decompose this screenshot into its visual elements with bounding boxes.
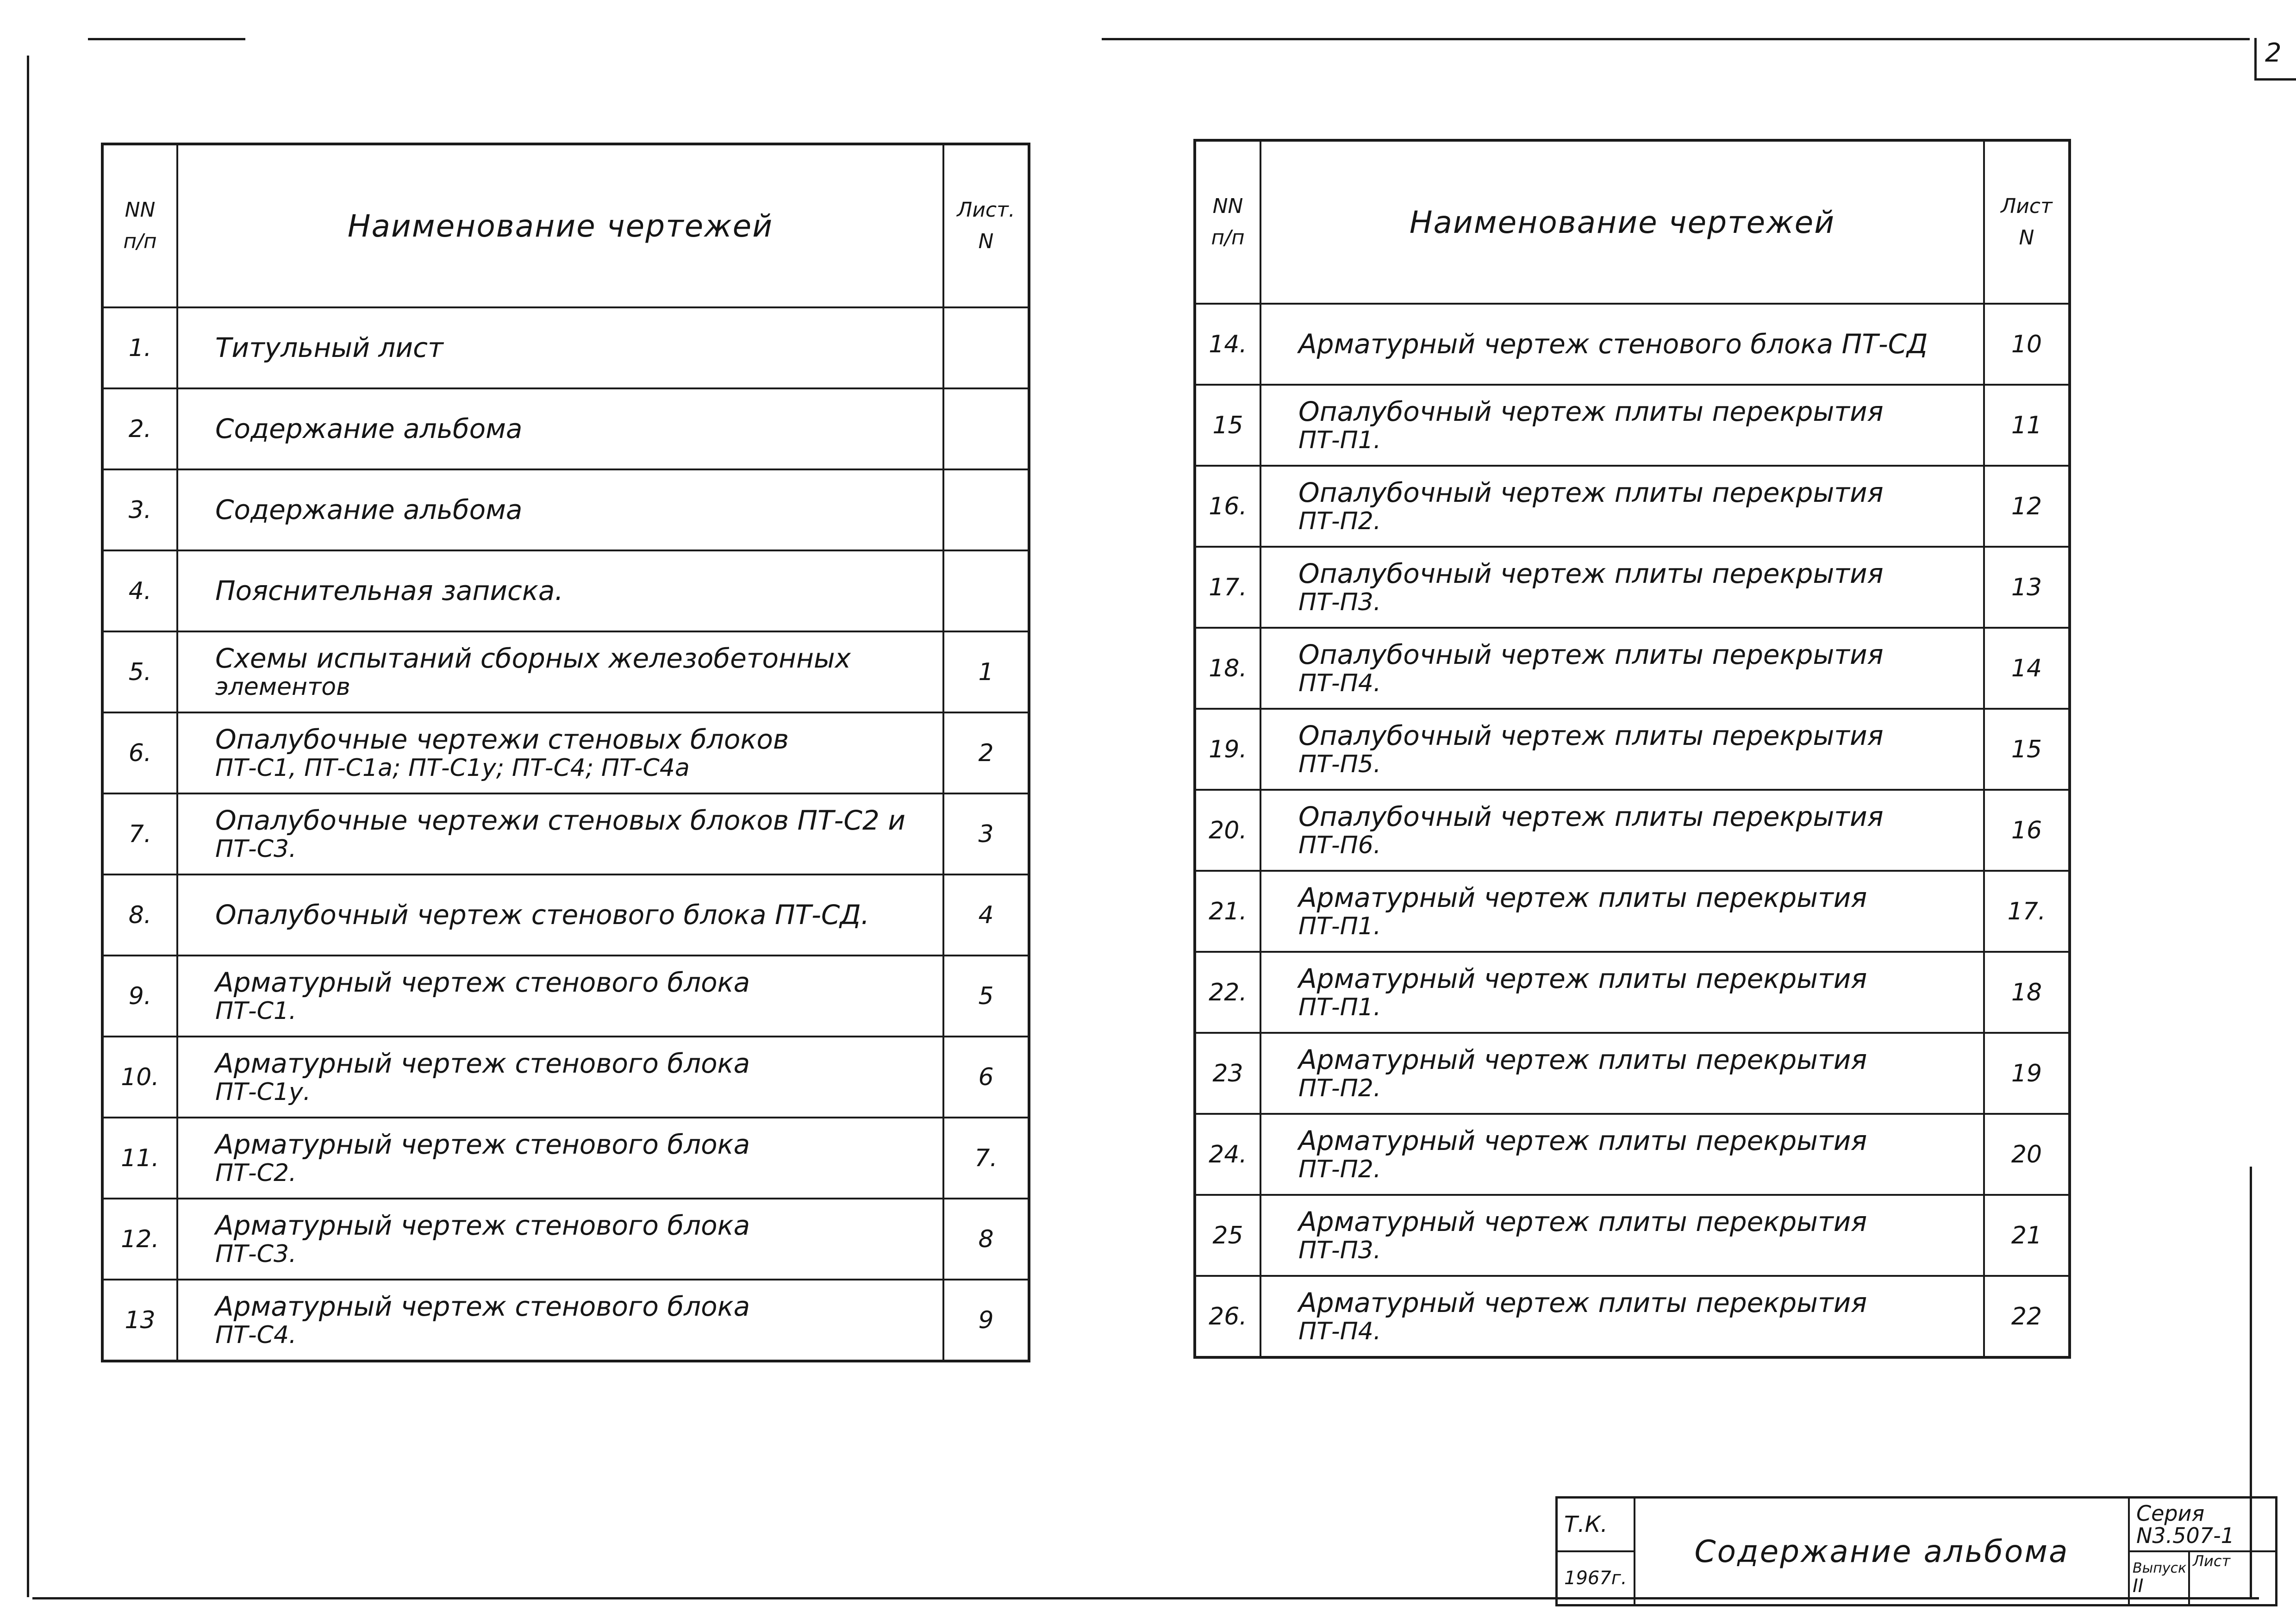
- row-number: 16.: [1195, 466, 1260, 547]
- drawing-title: [1260, 1033, 1984, 1114]
- drawing-name: Опалубочный чертеж плиты перекрытия: [1298, 395, 1884, 427]
- sheet-number: 21: [1984, 1195, 2070, 1276]
- row-number: 26.: [1195, 1276, 1260, 1357]
- stamp-title: Содержание альбома: [1635, 1498, 2129, 1605]
- drawing-title: [177, 1199, 943, 1280]
- drawing-title: [177, 388, 943, 469]
- table-row: [102, 956, 1029, 1037]
- sheet-number: 11: [1984, 385, 2070, 466]
- series-number: N3.507-1: [2136, 1523, 2234, 1548]
- row-number: 23: [1195, 1033, 1260, 1114]
- title-block: [1555, 1496, 2277, 1606]
- table-row: [102, 1037, 1029, 1118]
- header-number: NN п/п: [102, 144, 177, 307]
- drawing-code: ПТ-П4.: [1298, 669, 1381, 697]
- row-number: 4.: [102, 550, 177, 631]
- row-number: 20.: [1195, 790, 1260, 871]
- sheet-number: 17.: [1984, 871, 2070, 952]
- header-name: Наименование чертежей: [177, 144, 943, 307]
- drawing-name: Арматурный чертеж стенового блока: [215, 1047, 750, 1079]
- drawing-title: [1260, 466, 1984, 547]
- drawing-title: [1260, 385, 1984, 466]
- row-number: 17.: [1195, 547, 1260, 628]
- drawing-code: ПТ-П1.: [1298, 993, 1381, 1021]
- drawing-code: ПТ-П3.: [1298, 1236, 1381, 1264]
- top-border-right: [1102, 38, 2250, 40]
- stamp-series: [2129, 1498, 2277, 1552]
- sheet-number: 9: [943, 1280, 1029, 1361]
- drawing-title: [1260, 790, 1984, 871]
- sheet-number: 5: [943, 956, 1029, 1037]
- drawing-title: [177, 874, 943, 956]
- table-row: [102, 388, 1029, 469]
- row-number: 9.: [102, 956, 177, 1037]
- drawing-name: Арматурный чертеж плиты перекрытия: [1298, 881, 1867, 913]
- sheet-number: 15: [1984, 709, 2070, 790]
- table-row: [1195, 466, 2070, 547]
- row-number: 8.: [102, 874, 177, 956]
- drawing-title: [177, 550, 943, 631]
- drawing-name: Пояснительная записка.: [215, 575, 563, 607]
- row-number: 25: [1195, 1195, 1260, 1276]
- row-number: 14.: [1195, 304, 1260, 385]
- drawing-name: Арматурный чертеж плиты перекрытия: [1298, 1206, 1867, 1237]
- sheet-number: 19: [1984, 1033, 2070, 1114]
- drawing-title: [177, 1037, 943, 1118]
- stamp-issue: [2129, 1551, 2189, 1605]
- drawing-title: [1260, 952, 1984, 1033]
- drawing-title: [1260, 304, 1984, 385]
- table-row: [102, 631, 1029, 712]
- sheet-number: [943, 550, 1029, 631]
- contents-table-right: [1193, 139, 2071, 1359]
- drawing-title: [1260, 547, 1984, 628]
- table-row: [102, 469, 1029, 550]
- drawing-code: ПТ-П2.: [1298, 1074, 1381, 1102]
- drawing-code: ПТ-П2.: [1298, 1155, 1381, 1183]
- sheet-number: [943, 388, 1029, 469]
- drawing-name: Арматурный чертеж стенового блока: [215, 966, 750, 998]
- sheet-number: 4: [943, 874, 1029, 956]
- header-number: NN п/п: [1195, 140, 1260, 304]
- page-number: 2: [2254, 38, 2296, 81]
- drawing-name: Опалубочные чертежи стеновых блоков ПТ-С2 и: [215, 804, 905, 836]
- drawing-code: ПТ-П5.: [1298, 750, 1381, 778]
- drawing-code: ПТ-С3.: [215, 1240, 297, 1268]
- left-border: [27, 56, 29, 1597]
- series-label: Серия: [2136, 1500, 2205, 1526]
- drawing-title: [177, 631, 943, 712]
- drawing-name: Арматурный чертеж стенового блока: [215, 1290, 750, 1322]
- drawing-name: Арматурный чертеж плиты перекрытия: [1298, 1287, 1867, 1318]
- sheet-number: 18: [1984, 952, 2070, 1033]
- drawing-title: [1260, 1276, 1984, 1357]
- table-row: [1195, 1033, 2070, 1114]
- table-header: [1195, 140, 2070, 304]
- drawing-title: [1260, 709, 1984, 790]
- table-row: [1195, 547, 2070, 628]
- sheet-number: 12: [1984, 466, 2070, 547]
- issue-value: II: [2132, 1575, 2144, 1597]
- table-row: [1195, 709, 2070, 790]
- table-row: [102, 1118, 1029, 1199]
- drawing-code: ПТ-С3.: [215, 835, 297, 863]
- drawing-name: Арматурный чертеж стенового блока: [215, 1209, 750, 1241]
- table-row: [1195, 952, 2070, 1033]
- drawing-code: ПТ-С2.: [215, 1159, 297, 1187]
- sheet-number: [943, 469, 1029, 550]
- drawing-code: ПТ-С1.: [215, 997, 297, 1025]
- row-number: 2.: [102, 388, 177, 469]
- sheet-number: 13: [1984, 547, 2070, 628]
- row-number: 12.: [102, 1199, 177, 1280]
- sheet-number: [943, 307, 1029, 388]
- sheet-number: 22: [1984, 1276, 2070, 1357]
- drawing-name: Опалубочный чертеж плиты перекрытия: [1298, 719, 1884, 751]
- table-row: [102, 1280, 1029, 1361]
- drawing-title: [1260, 871, 1984, 952]
- table-row: [1195, 871, 2070, 952]
- row-number: 5.: [102, 631, 177, 712]
- stamp-sheet: Лист: [2189, 1551, 2277, 1605]
- drawing-code: ПТ-С1у.: [215, 1078, 311, 1106]
- drawing-title: [1260, 628, 1984, 709]
- drawing-code: ПТ-П6.: [1298, 831, 1381, 859]
- sheet-number: 3: [943, 793, 1029, 874]
- stamp-year: 1967г.: [1557, 1551, 1635, 1605]
- drawing-code: ПТ-П1.: [1298, 426, 1381, 454]
- table-row: [1195, 385, 2070, 466]
- table-row: [1195, 628, 2070, 709]
- row-number: 21.: [1195, 871, 1260, 952]
- drawing-name: Опалубочный чертеж плиты перекрытия: [1298, 476, 1884, 508]
- drawing-name: Опалубочные чертежи стеновых блоков: [215, 723, 789, 755]
- sheet-number: 16: [1984, 790, 2070, 871]
- table-row: [102, 550, 1029, 631]
- row-number: 6.: [102, 712, 177, 793]
- sheet-number: 2: [943, 712, 1029, 793]
- drawing-name: Опалубочный чертеж плиты перекрытия: [1298, 638, 1884, 670]
- sheet-number: 20: [1984, 1114, 2070, 1195]
- table-row: [102, 793, 1029, 874]
- drawing-name: Схемы испытаний сборных железобетонных: [215, 642, 851, 674]
- sheet-number: 14: [1984, 628, 2070, 709]
- drawing-code: ПТ-П4.: [1298, 1317, 1381, 1345]
- drawing-title: [1260, 1114, 1984, 1195]
- sheet-number: 6: [943, 1037, 1029, 1118]
- drawing-name: Титульный лист: [215, 332, 443, 364]
- drawing-title: [177, 1280, 943, 1361]
- row-number: 19.: [1195, 709, 1260, 790]
- sheet-number: 10: [1984, 304, 2070, 385]
- drawing-title: [1260, 1195, 1984, 1276]
- drawing-title: [177, 307, 943, 388]
- header-sheet: Лист N: [1984, 140, 2070, 304]
- table-header: [102, 144, 1029, 307]
- drawing-code: ПТ-П1.: [1298, 912, 1381, 940]
- row-number: 1.: [102, 307, 177, 388]
- top-border-left: [88, 38, 245, 40]
- table-row: [1195, 304, 2070, 385]
- drawing-title: [177, 793, 943, 874]
- sheet-number: 8: [943, 1199, 1029, 1280]
- table-row: [102, 712, 1029, 793]
- drawing-name: Арматурный чертеж плиты перекрытия: [1298, 1043, 1867, 1075]
- stamp-org: Т.К.: [1557, 1498, 1635, 1552]
- drawing-name: Опалубочный чертеж плиты перекрытия: [1298, 800, 1884, 832]
- row-number: 18.: [1195, 628, 1260, 709]
- drawing-name: Арматурный чертеж плиты перекрытия: [1298, 1124, 1867, 1156]
- table-row: [1195, 790, 2070, 871]
- drawing-name: Содержание альбома: [215, 494, 523, 526]
- header-sheet: Лист. N: [943, 144, 1029, 307]
- drawing-title: [177, 469, 943, 550]
- table-row: [1195, 1114, 2070, 1195]
- drawing-name: Опалубочный чертеж стенового блока ПТ-СД.: [215, 899, 870, 931]
- row-number: 24.: [1195, 1114, 1260, 1195]
- drawing-name: Опалубочный чертеж плиты перекрытия: [1298, 557, 1884, 589]
- table-row: [102, 1199, 1029, 1280]
- table-row: [1195, 1195, 2070, 1276]
- sheet-number: 1: [943, 631, 1029, 712]
- row-number: 13: [102, 1280, 177, 1361]
- drawing-code: ПТ-П3.: [1298, 588, 1381, 616]
- table-row: [102, 307, 1029, 388]
- row-number: 11.: [102, 1118, 177, 1199]
- drawing-name: Арматурный чертеж стенового блока ПТ-СД: [1298, 328, 1928, 360]
- row-number: 3.: [102, 469, 177, 550]
- contents-table-left: [101, 143, 1030, 1362]
- table-row: [102, 874, 1029, 956]
- row-number: 7.: [102, 793, 177, 874]
- table-row: [1195, 1276, 2070, 1357]
- drawing-title: [177, 956, 943, 1037]
- row-number: 15: [1195, 385, 1260, 466]
- drawing-name: Арматурный чертеж стенового блока: [215, 1128, 750, 1160]
- header-name: Наименование чертежей: [1260, 140, 1984, 304]
- drawing-code: ПТ-С1, ПТ-С1а; ПТ-С1у; ПТ-С4; ПТ-С4а: [215, 754, 690, 782]
- row-number: 22.: [1195, 952, 1260, 1033]
- drawing-name: Арматурный чертеж плиты перекрытия: [1298, 962, 1867, 994]
- drawing-name: Содержание альбома: [215, 413, 523, 445]
- drawing-code: ПТ-П2.: [1298, 507, 1381, 535]
- sheet-number: 7.: [943, 1118, 1029, 1199]
- drawing-title: [177, 1118, 943, 1199]
- row-number: 10.: [102, 1037, 177, 1118]
- issue-label: Выпуск: [2132, 1560, 2187, 1576]
- drawing-code: ПТ-С4.: [215, 1321, 297, 1349]
- drawing-code: элементов: [215, 673, 350, 701]
- drawing-title: [177, 712, 943, 793]
